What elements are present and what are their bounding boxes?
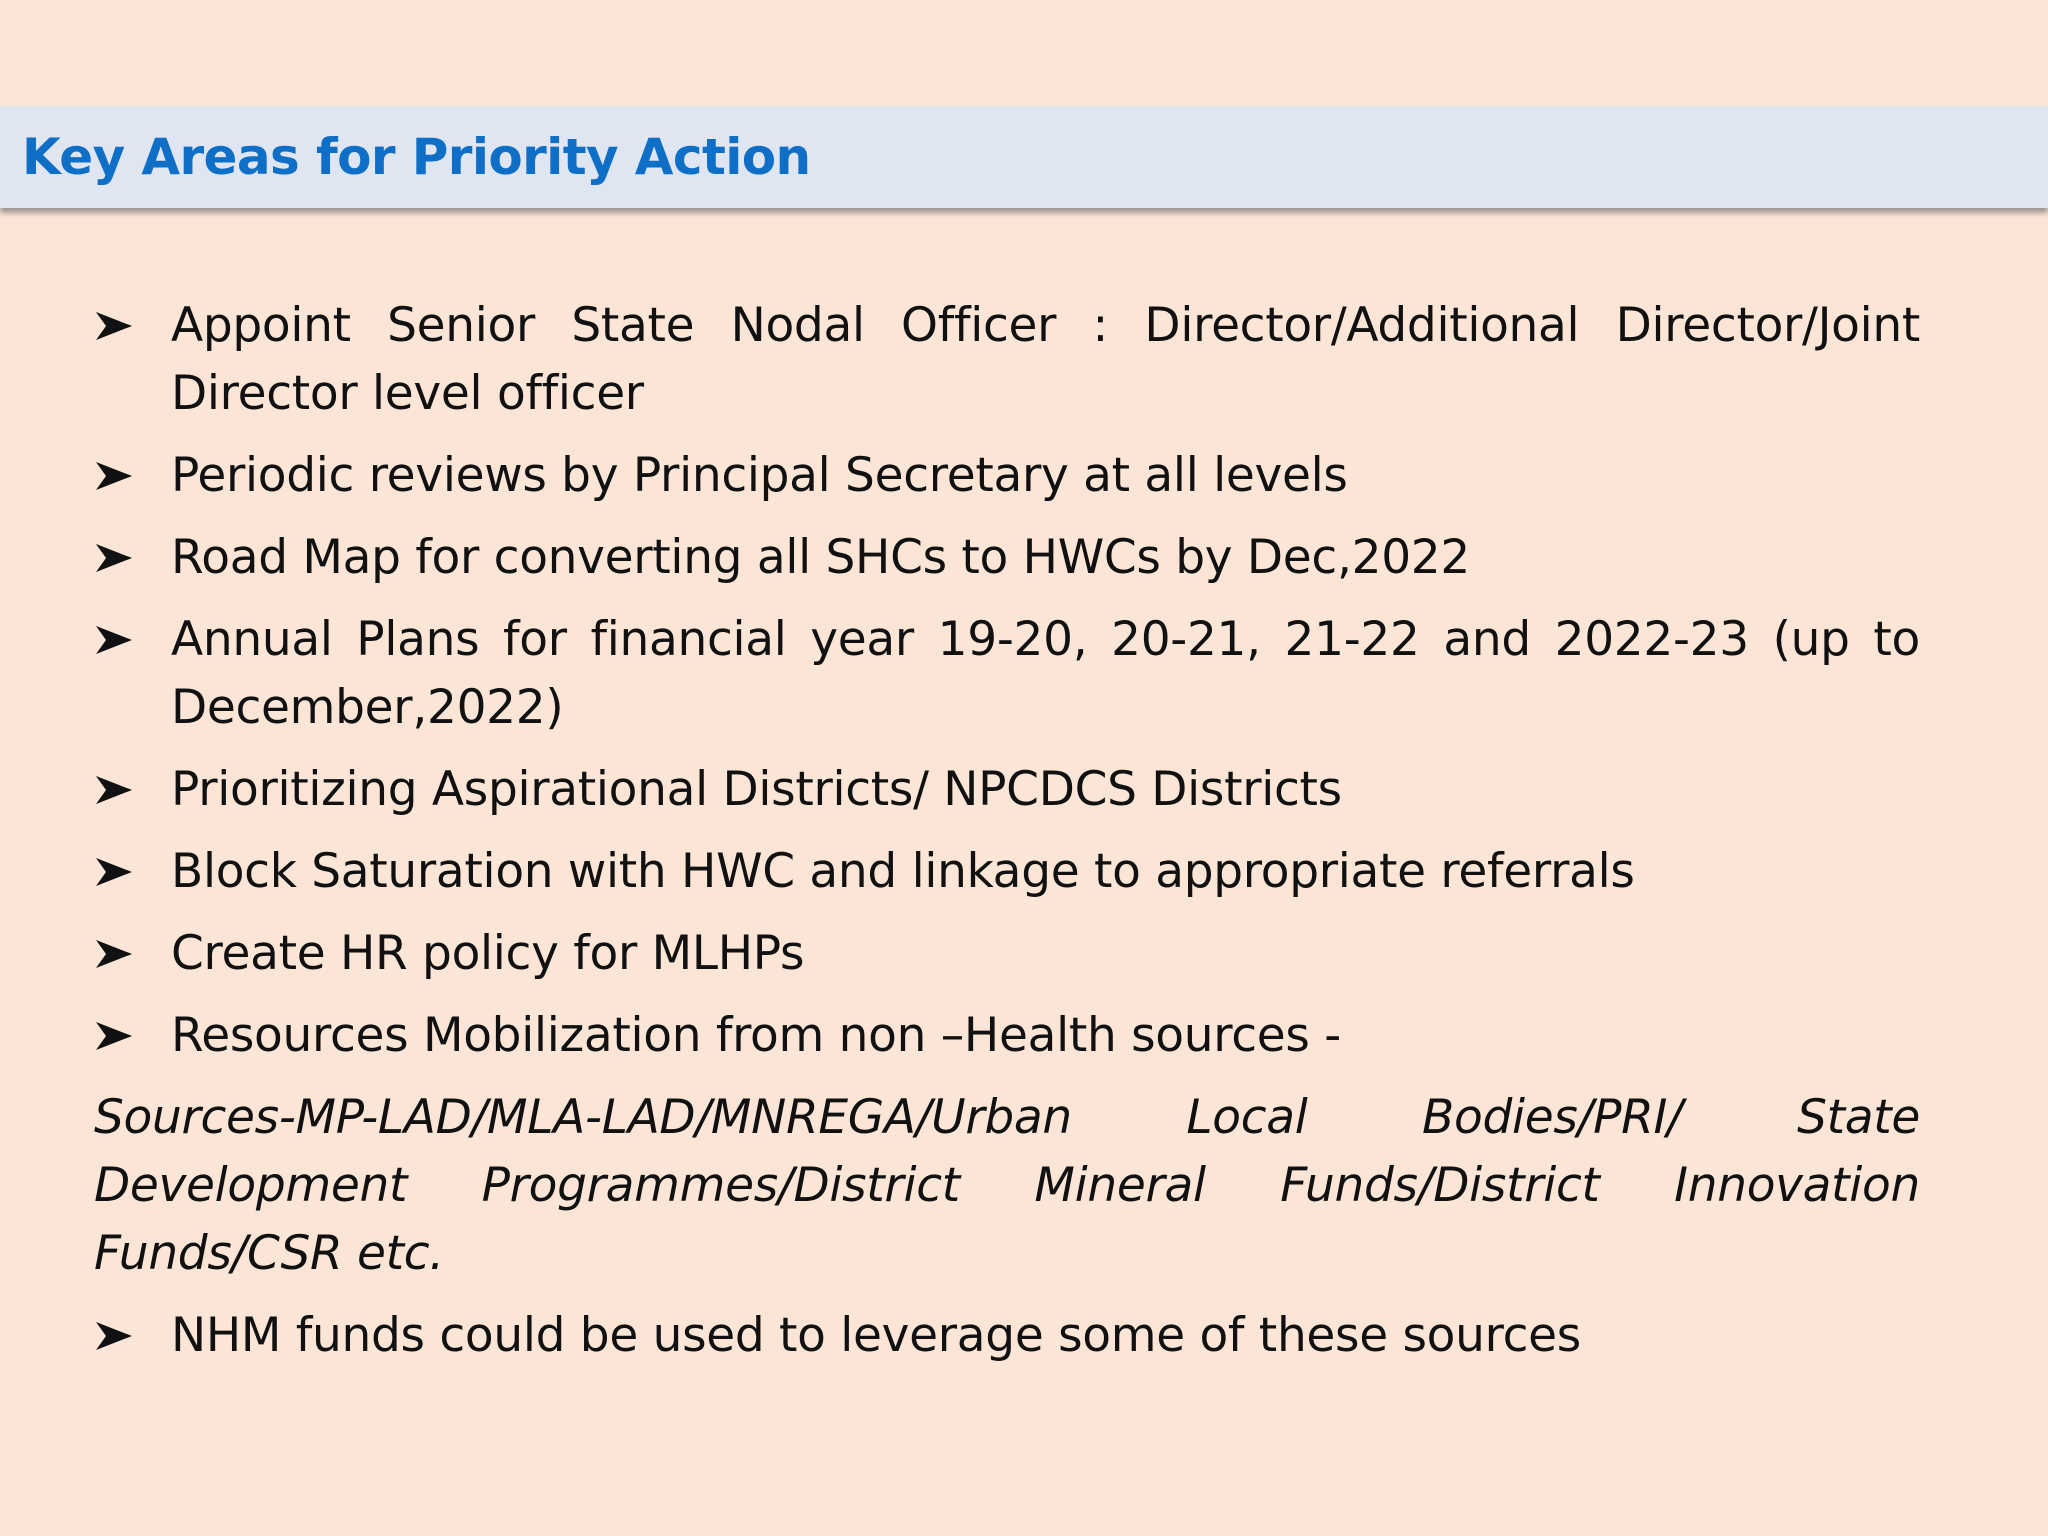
list-item-text: Road Map for converting all SHCs to HWCs by Dec,2022 (171, 530, 1471, 585)
list-item (94, 442, 1920, 510)
list-item-text: Prioritizing Aspirational Districts/ NPCDCS Districts (171, 762, 1342, 817)
list-item-text: Appoint Senior State Nodal Officer : Director/Additional Director/Joint Director level officer (171, 298, 1920, 421)
arrowhead-bullet-icon (94, 310, 134, 342)
arrowhead-bullet-icon (94, 1020, 134, 1052)
arrowhead-bullet-icon (94, 856, 134, 888)
slide-title: Key Areas for Priority Action (22, 128, 811, 186)
list-item (94, 292, 1920, 428)
list-item-text: Annual Plans for financial year 19-20, 20-21, 21-22 and 2022-23 (up to December,2022) (171, 612, 1920, 735)
list-item (94, 838, 1920, 906)
arrowhead-bullet-icon (94, 542, 134, 574)
list-item (94, 606, 1920, 742)
list-item-text: Resources Mobilization from non –Health sources - (171, 1008, 1341, 1063)
list-item-text: Create HR policy for MLHPs (171, 926, 805, 981)
sources-note: Sources-MP-LAD/MLA-LAD/MNREGA/Urban Local Bodies/PRI/ State Development Programmes/District Mineral Funds/District Innovation Funds/CSR etc. (94, 1090, 1920, 1281)
arrowhead-bullet-icon (94, 460, 134, 492)
list-item-text: Periodic reviews by Principal Secretary at all levels (171, 448, 1348, 503)
list-item (94, 1002, 1920, 1070)
list-item (94, 1302, 1920, 1370)
list-item-text: Block Saturation with HWC and linkage to appropriate referrals (171, 844, 1635, 899)
list-item (94, 756, 1920, 824)
bullet-list (94, 292, 1920, 1384)
title-bar (0, 106, 2048, 208)
arrowhead-bullet-icon (94, 1320, 134, 1352)
list-item (94, 920, 1920, 988)
list-item (94, 524, 1920, 592)
arrowhead-bullet-icon (94, 938, 134, 970)
arrowhead-bullet-icon (94, 774, 134, 806)
arrowhead-bullet-icon (94, 624, 134, 656)
list-item-text: NHM funds could be used to leverage some of these sources (171, 1308, 1581, 1363)
